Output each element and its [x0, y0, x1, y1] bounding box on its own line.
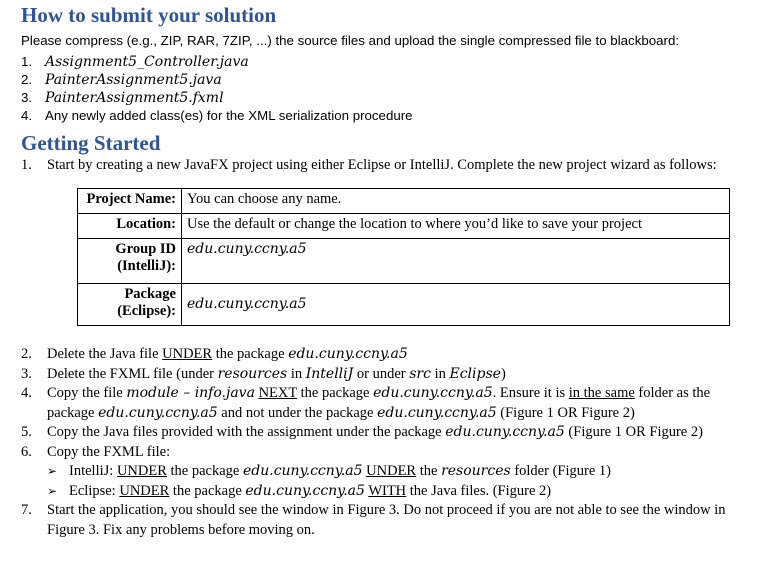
list-item: 4. Any newly added class(es) for the XML serialization procedure	[21, 108, 413, 123]
step-1: 1. Start by creating a new JavaFX project using either Eclipse or IntelliJ. Complete the new project wizard as follows:	[21, 157, 717, 173]
row-key: Location:	[78, 214, 182, 239]
row-value: edu.cuny.ccny.a5	[187, 296, 307, 312]
list-item: 3. PainterAssignment5.fxml	[21, 90, 224, 106]
heading-getting-started: Getting Started	[21, 131, 161, 155]
heading-submit: How to submit your solution	[21, 3, 277, 27]
table-row	[78, 189, 730, 214]
row-key: Package (Eclipse):	[78, 284, 182, 326]
step-6: 6. Copy the FXML file:	[21, 443, 171, 460]
row-value: edu.cuny.ccny.a5	[187, 241, 307, 257]
step-5: 5. Copy the Java files provided with the assignment under the package edu.cuny.ccny.a5 (Figure 1 OR Figure 2)	[21, 424, 703, 440]
step-6-intellij: ➢ IntelliJ: UNDER the package edu.cuny.ccny.a5 UNDER the resources folder (Figure 1)	[21, 462, 761, 482]
row-key: Group ID (IntelliJ):	[78, 239, 182, 284]
arrow-bullet-icon: ➢	[47, 464, 58, 478]
step-4: 4. Copy the file module – info.java NEXT the package edu.cuny.ccny.a5. Ensure it is in the same folder as the package edu.cuny.ccny.a5 and not under the package edu.cuny.ccny.a5 (Figure 1 OR Figure 2)	[21, 385, 711, 421]
row-value: You can choose any name.	[182, 189, 730, 214]
row-key: Project Name:	[78, 189, 182, 214]
file-name: Any newly added class(es) for the XML serialization procedure	[45, 108, 413, 123]
step-3: 3. Delete the FXML file (under resources in IntelliJ or under src in Eclipse)	[21, 365, 506, 382]
step-7: 7. Start the application, you should see the window in Figure 3. Do not proceed if you are not able to see the window in Figure 3. Fix any problems before moving on.	[21, 502, 726, 538]
file-name: PainterAssignment5.java	[45, 72, 222, 88]
package-name: edu.cuny.ccny.a5	[288, 346, 408, 362]
steps-list	[21, 345, 761, 540]
submit-file-list	[21, 53, 761, 125]
list-item: 1. Assignment5_Controller.java	[21, 54, 249, 70]
arrow-bullet-icon: ➢	[47, 483, 58, 498]
list-item: 2. PainterAssignment5.java	[21, 72, 222, 88]
file-name: Assignment5_Controller.java	[45, 54, 249, 70]
table-row	[78, 239, 730, 284]
project-settings-table	[77, 188, 730, 326]
submit-intro: Please compress (e.g., ZIP, RAR, 7ZIP, ...) the source files and upload the single compressed file to blackboard:	[21, 33, 680, 48]
table-row	[78, 284, 730, 326]
file-name: PainterAssignment5.fxml	[45, 90, 224, 106]
row-value: Use the default or change the location to where you’d like to save your project	[182, 214, 730, 239]
table-row	[78, 214, 730, 239]
step-2: 2. Delete the Java file UNDER the package edu.cuny.ccny.a5	[21, 346, 408, 362]
step-6-eclipse: ➢ Eclipse: UNDER the package edu.cuny.ccny.a5 WITH the Java files. (Figure 2)	[21, 482, 761, 502]
